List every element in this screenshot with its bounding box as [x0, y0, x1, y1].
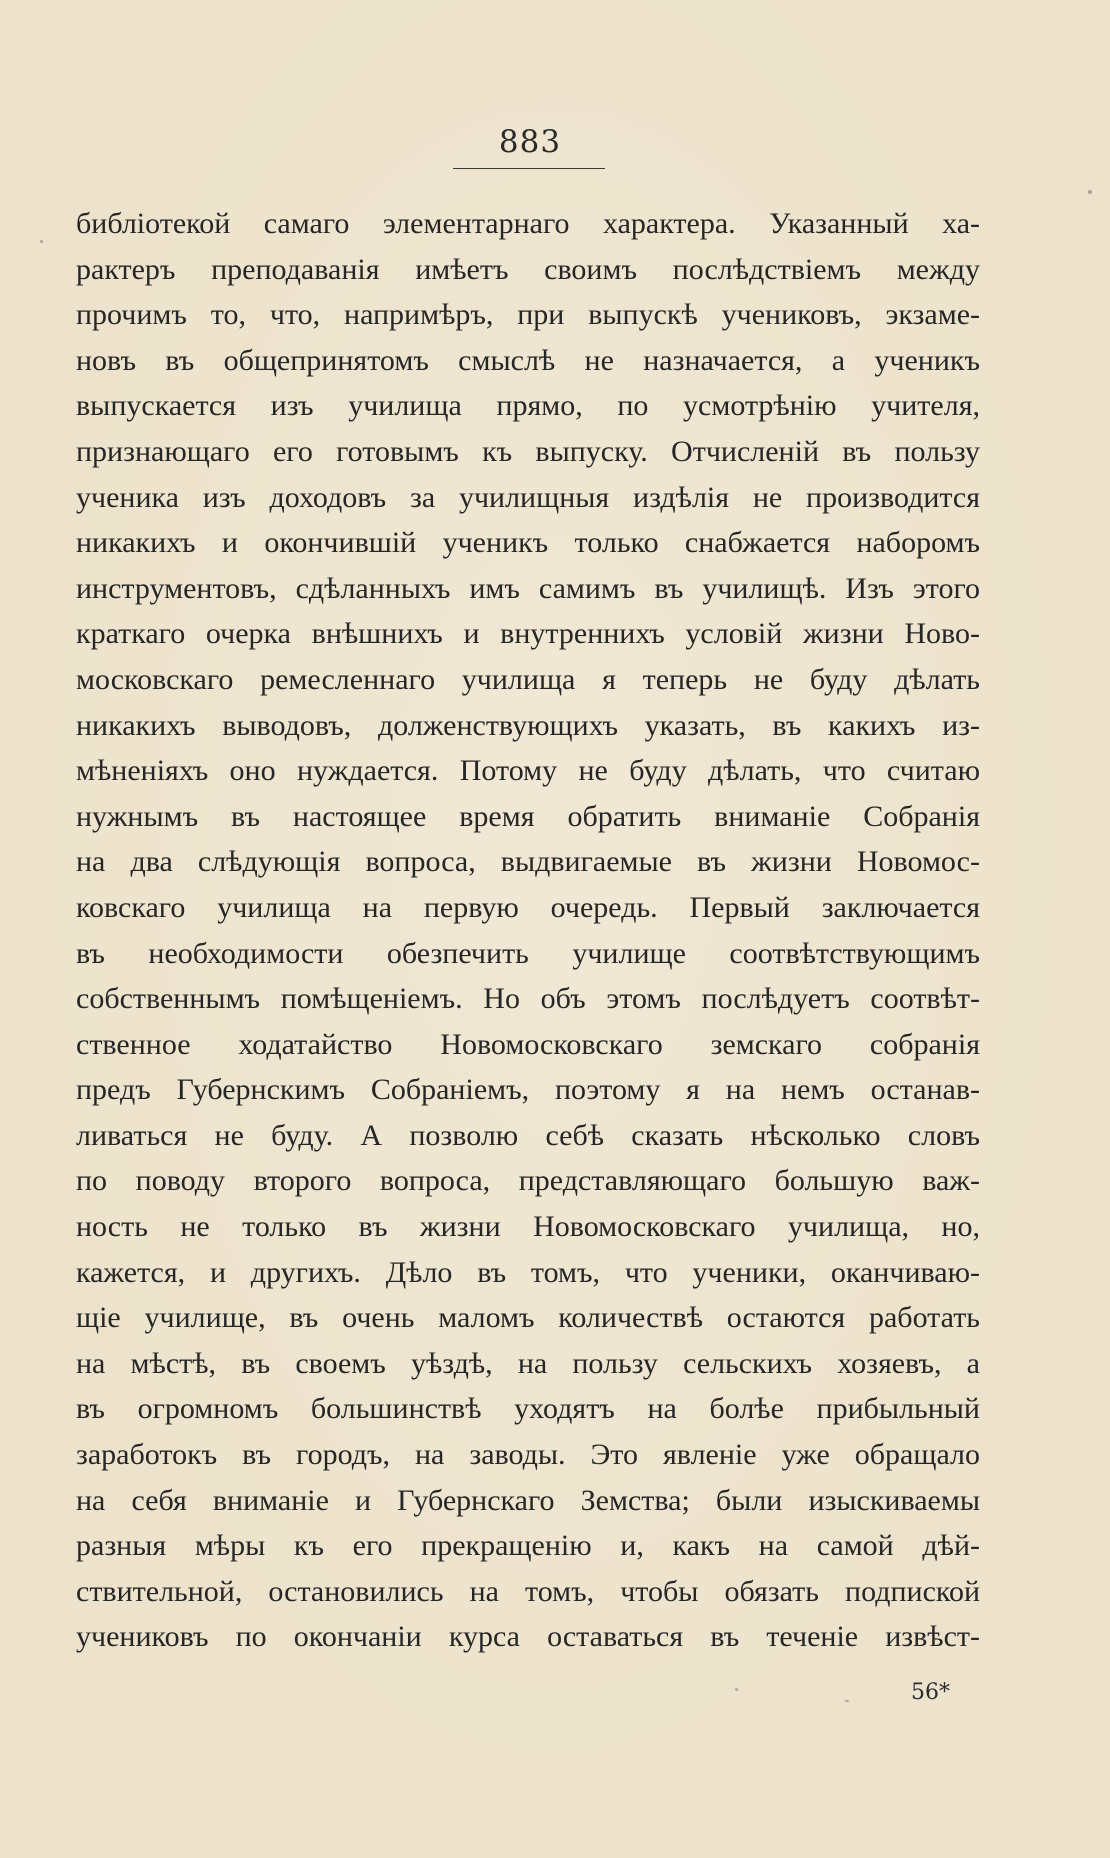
text-line: по поводу второго вопроса, представляющаго большую важ-: [76, 1164, 980, 1198]
text-line: ствительной, остановились на томъ, чтобы обязать подпиской: [76, 1574, 980, 1608]
text-line: разныя мѣры къ его прекращенію и, какъ на самой дѣй-: [76, 1529, 980, 1563]
paper-speck: [1088, 190, 1092, 194]
text-line: въ необходимости обезпечить училище соотвѣтствующимъ: [76, 936, 980, 970]
text-line: ливаться не буду. А позволю себѣ сказать нѣсколько словъ: [76, 1118, 980, 1152]
text-line: нужнымъ въ настоящее время обратить вниманіе Собранія: [76, 799, 980, 833]
text-line: рактеръ преподаванія имѣетъ своимъ послѣдствіемъ между: [76, 252, 980, 286]
text-line: собственнымъ помѣщеніемъ. Но объ этомъ послѣдуетъ соотвѣт-: [76, 982, 980, 1016]
text-line: выпускается изъ училища прямо, по усмотрѣнію учителя,: [76, 389, 980, 423]
text-line: краткаго очерка внѣшнихъ и внутреннихъ условій жизни Ново-: [76, 617, 980, 651]
text-line: на два слѣдующія вопроса, выдвигаемые въ жизни Новомос-: [76, 845, 980, 879]
page-number-rule: [453, 168, 605, 169]
text-line: никакихъ и окончившій ученикъ только снабжается наборомъ: [76, 526, 980, 560]
text-line: новъ въ общепринятомъ смыслѣ не назначается, а ученикъ: [76, 343, 980, 377]
text-line: библіотекой самаго элементарнаго характера. Указанный ха-: [76, 207, 980, 240]
text-line: мѣненіяхъ оно нуждается. Потому не буду дѣлать, что считаю: [76, 754, 980, 788]
text-line: ность не только въ жизни Новомосковскаго училища, но,: [76, 1210, 980, 1244]
paper-speck: [845, 1700, 849, 1702]
text-line: предъ Губернскимъ Собраніемъ, поэтому я на немъ останав-: [76, 1073, 980, 1107]
text-line: инструментовъ, сдѣланныхъ имъ самимъ въ училищѣ. Изъ этого: [76, 571, 980, 605]
text-line: кажется, и другихъ. Дѣло въ томъ, что ученики, оканчиваю-: [76, 1255, 980, 1289]
text-line: признающаго его готовымъ къ выпуску. Отчисленій въ пользу: [76, 434, 980, 468]
paper-speck: [735, 1688, 738, 1691]
text-line: прочимъ то, что, напримѣръ, при выпускѣ учениковъ, экзаме-: [76, 298, 980, 332]
signature-mark: 56*: [911, 1680, 950, 1705]
text-line: учениковъ по окончаніи курса оставаться въ теченіе извѣст-: [76, 1620, 980, 1654]
text-line: заработокъ въ городъ, на заводы. Это явленіе уже обращало: [76, 1438, 980, 1472]
text-line: ковскаго училища на первую очередь. Первый заключается: [76, 890, 980, 924]
page-number: 883: [498, 124, 562, 160]
text-line: въ огромномъ большинствѣ уходятъ на болѣе прибыльный: [76, 1392, 980, 1426]
text-line: никакихъ выводовъ, долженствующихъ указать, въ какихъ из-: [76, 708, 980, 742]
paper-speck: [40, 240, 43, 243]
text-line: ственное ходатайство Новомосковскаго земскаго собранія: [76, 1027, 980, 1061]
body-text: [76, 201, 980, 1660]
text-line: московскаго ремесленнаго училища я теперь не буду дѣлать: [76, 662, 980, 696]
text-line: на мѣстѣ, въ своемъ уѣздѣ, на пользу сельскихъ хозяевъ, а: [76, 1346, 980, 1380]
text-line: щіе училище, въ очень маломъ количествѣ остаются работать: [76, 1301, 980, 1335]
paper-speck: [600, 1090, 602, 1092]
text-line: на себя вниманіе и Губернскаго Земства; были изыскиваемы: [76, 1483, 980, 1517]
text-line: ученика изъ доходовъ за училищныя издѣлія не производится: [76, 480, 980, 514]
